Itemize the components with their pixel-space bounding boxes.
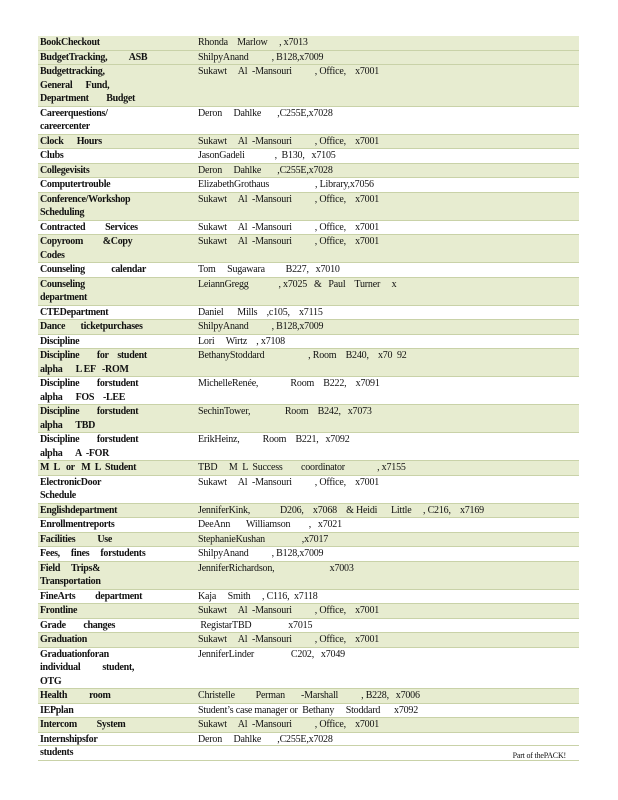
directory-row xyxy=(38,36,579,51)
row-contact: Sukawt Al -Mansouri , Office, x7001 xyxy=(198,476,380,488)
row-topic: Contracted Services xyxy=(40,221,138,233)
row-topic: Clubs xyxy=(40,150,64,161)
row-contact: Sukawt Al -Mansouri , Office, x7001 xyxy=(198,719,380,730)
directory-row xyxy=(38,547,579,562)
row-topic: ElectronicDoor Schedule xyxy=(40,476,102,501)
row-topic: Intercom System xyxy=(40,719,126,730)
row-contact: Sukawt Al -Mansouri , Office, x7001 xyxy=(198,193,380,205)
row-contact: Sukawt Al -Mansouri , Office, x7001 xyxy=(198,605,380,616)
directory-row xyxy=(38,718,579,733)
row-contact: ShilpyAnand , B128,x7009 xyxy=(198,548,324,559)
row-contact: MichelleRenée, Room B222, x7091 xyxy=(198,378,380,389)
directory-row xyxy=(38,377,579,405)
directory-row xyxy=(38,306,579,321)
row-contact: ShilpyAnand , B128,x7009 xyxy=(198,321,324,332)
row-contact: TBD M L Success coordinator , x7155 xyxy=(198,462,406,473)
directory-row xyxy=(38,65,579,107)
row-topic: Englishdepartment xyxy=(40,504,118,516)
directory-row xyxy=(38,619,579,634)
row-topic: BudgetTracking, ASB xyxy=(40,51,148,63)
directory-row xyxy=(38,590,579,605)
directory-row xyxy=(38,648,579,690)
row-topic: Dance ticketpurchases xyxy=(40,321,143,332)
row-topic: Discipline xyxy=(40,335,80,347)
row-topic: Graduationforan individual student, OTG xyxy=(40,648,135,687)
directory-row xyxy=(38,135,579,150)
row-topic: Discipline forstudent alpha A -FOR xyxy=(40,434,139,459)
row-contact: Sukawt Al -Mansouri , Office, x7001 xyxy=(198,221,380,233)
row-topic: Counseling calendar xyxy=(40,264,147,275)
directory-row xyxy=(38,405,579,433)
row-topic: CTEDepartment xyxy=(40,306,109,318)
row-topic: FineArts department xyxy=(40,590,143,602)
directory-row xyxy=(38,178,579,193)
directory-row xyxy=(38,518,579,533)
row-contact: ElizabethGrothaus , Library,x7056 xyxy=(198,179,374,190)
directory-row xyxy=(38,504,579,519)
directory-row xyxy=(38,349,579,377)
page-footer: Part of thePACK! xyxy=(512,751,566,760)
row-topic: Enrollmentreports xyxy=(40,519,115,530)
row-topic: Discipline forstudent alpha FOS -LEE xyxy=(40,378,139,403)
directory-row xyxy=(38,51,579,66)
row-contact: BethanyStoddard , Room B240, x70 92 xyxy=(198,350,407,361)
row-topic: Discipline forstudent alpha TBD xyxy=(40,406,139,431)
directory-row xyxy=(38,733,579,761)
row-contact: LeiannGregg , x7025 & Paul Turner x xyxy=(198,278,397,290)
directory-row xyxy=(38,689,579,704)
row-topic: Copyroom &Copy Codes xyxy=(40,236,133,261)
directory-row xyxy=(38,476,579,504)
directory-row xyxy=(38,164,579,179)
row-topic: Discipline for student alpha L EF -ROM xyxy=(40,350,147,375)
row-topic: Collegevisits xyxy=(40,164,90,176)
directory-row xyxy=(38,278,579,306)
directory-row xyxy=(38,107,579,135)
row-topic: Graduation xyxy=(40,634,88,645)
row-contact: RegistarTBD x7015 xyxy=(198,619,313,631)
row-topic: Field Trips& Transportation xyxy=(40,562,101,587)
row-contact: Sukawt Al -Mansouri , Office, x7001 xyxy=(198,66,380,77)
row-contact: JasonGadeli , B130, x7105 xyxy=(198,150,336,161)
row-contact: Deron Dahlke ,C255E,x7028 xyxy=(198,164,333,176)
row-topic: Computertrouble xyxy=(40,179,111,190)
directory-row xyxy=(38,149,579,164)
row-topic: Fees, fines forstudents xyxy=(40,548,146,559)
directory-row xyxy=(38,235,579,263)
directory-row xyxy=(38,533,579,548)
row-contact: Sukawt Al -Mansouri , Office, x7001 xyxy=(198,634,380,645)
directory-row xyxy=(38,263,579,278)
row-topic: BookCheckout xyxy=(40,37,100,48)
directory-row xyxy=(38,704,579,719)
row-contact: Student’s case manager or Bethany Stoddard x7092 xyxy=(198,704,419,716)
directory-row xyxy=(38,562,579,590)
row-contact: SechinTower, Room B242, x7073 xyxy=(198,406,372,417)
directory-row xyxy=(38,320,579,335)
row-contact: Daniel Mills ,c105, x7115 xyxy=(198,306,323,318)
directory-row xyxy=(38,193,579,221)
row-contact: Sukawt Al -Mansouri , Office, x7001 xyxy=(198,135,380,147)
row-topic: Health room xyxy=(40,690,111,701)
row-contact: JenniferLinder C202, x7049 xyxy=(198,648,345,660)
row-topic: Budgettracking, General Fund, Department Budget xyxy=(40,66,136,104)
row-contact: JenniferRichardson, x7003 xyxy=(198,562,354,574)
row-contact: Kaja Smith , C116, x7118 xyxy=(198,590,318,602)
row-contact: ErikHeinz, Room B221, x7092 xyxy=(198,434,350,445)
bottom-rule xyxy=(38,745,579,746)
row-contact: JenniferKink, D206, x7068 & Heidi Little , C216, x7169 xyxy=(198,504,484,516)
row-topic: Facilities Use xyxy=(40,533,112,545)
row-topic: Grade changes xyxy=(40,619,116,631)
directory-row xyxy=(38,461,579,476)
directory-row xyxy=(38,335,579,350)
row-topic: Counseling department xyxy=(40,278,87,303)
directory-table xyxy=(38,36,579,761)
row-contact: DeeAnn Williamson , x7021 xyxy=(198,519,342,530)
row-contact: Deron Dahlke ,C255E,x7028 xyxy=(198,107,333,119)
row-contact: ShilpyAnand , B128,x7009 xyxy=(198,51,324,63)
directory-row xyxy=(38,604,579,619)
row-contact: Christelle Perman -Marshall , B228, x7006 xyxy=(198,690,420,701)
row-contact: Sukawt Al -Mansouri , Office, x7001 xyxy=(198,236,380,247)
row-contact: Lori Wirtz , x7108 xyxy=(198,335,285,347)
row-contact: Tom Sugawara B227, x7010 xyxy=(198,264,340,275)
row-contact: StephanieKushan ,x7017 xyxy=(198,533,329,545)
directory-row xyxy=(38,633,579,648)
row-topic: Conference/Workshop Scheduling xyxy=(40,193,131,218)
row-topic: Frontline xyxy=(40,605,78,616)
row-contact: Deron Dahlke ,C255E,x7028 xyxy=(198,733,333,745)
row-contact: Rhonda Marlow , x7013 xyxy=(198,37,308,48)
row-topic: Careerquestions/ careercenter xyxy=(40,107,108,132)
row-topic: M L or M L Student xyxy=(40,462,137,473)
directory-row xyxy=(38,221,579,236)
row-topic: Internshipsfor students xyxy=(40,733,98,758)
row-topic: IEPplan xyxy=(40,704,74,716)
row-topic: Clock Hours xyxy=(40,135,102,147)
directory-row xyxy=(38,433,579,461)
